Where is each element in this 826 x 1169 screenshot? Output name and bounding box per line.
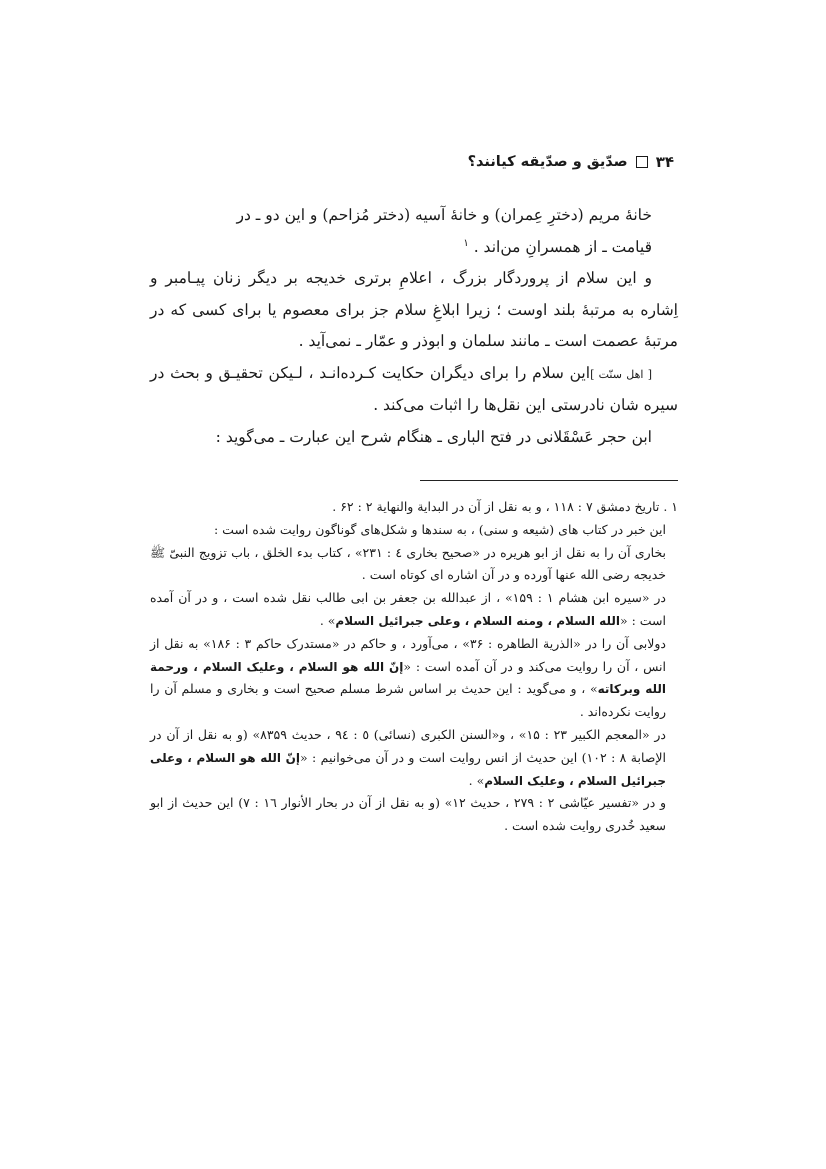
- footnote-2: این خبر در کتاب های (شیعه و سنی) ، به سندها و شکل‌های گوناگون روایت شده است :: [213, 521, 666, 537]
- footnote-4-end: » .: [319, 612, 336, 628]
- footnote-5-text: دولابی آن را در «الذریة الطاهره : ۳۶» ، می‌آورد ، و حاکم در «مستدرک حاکم ۳ : ۱۸۶» به نقل از انس ، آن را روایت می‌کند و در آن آمده است : «: [150, 635, 666, 674]
- body-line-1: خانهٔ مریم (دخترِ عِمران) و خانهٔ آسیه (دختر مُزاحم) و این دو ـ در: [236, 206, 652, 224]
- footnote-7: و در «تفسیر عیّاشی ۲ : ۲۷۹ ، حدیث ۱۲» (و به نقل از آن در بحار الأنوار ۱٦ : ۷) این حدیث از ابو سعید خُدری روایت شده است .: [150, 795, 666, 834]
- body-line-2: [150, 232, 678, 264]
- paragraph-ahl-sunnat-text: این سلام را برای دیگران حکایت کـرده‌انـد ، لـیکن تحقیـق و بحث در سیره شان نادرستی این نقل‌ها را اثبات می‌کند .: [150, 363, 678, 414]
- paragraph-salam: و این سلام از پروردگار بزرگ ، اعلامِ برتری خدیجه بر دیگر زنان پیـامبر و اِشاره به مرتبهٔ بلند اوست ؛ زیرا ابلاغِ سلام جز برای معصوم یا برای کسی که در مرتبهٔ عصمت است ـ مانند سلمان و ابوذر و عمّار ـ نمی‌آید .: [150, 269, 678, 350]
- running-title: صدّیق و صدّیقه کیانند؟: [467, 154, 628, 170]
- footnote-divider: [420, 480, 678, 481]
- paragraph-ahl-sunnat: [150, 358, 678, 422]
- footnote-3: بخاری آن را به نقل از ابو هریره در «صحیح بخاری ٤ : ۲۳۱» ، کتاب بدء الخلق ، باب تزویج النبیّ ﷺ خدیجه رضی الله عنها آورده و در آن اشاره ای کوتاه است .: [150, 544, 667, 583]
- footnote-4-text: در «سیره ابن هشام ۱ : ۱۵۹» ، از عبدالله بن جعفر بن ابی طالب نقل شده است ، و در آن آمده است : «: [150, 590, 666, 628]
- square-ornament-icon: [636, 156, 648, 168]
- ahl-sunnat-bracket: [ اهل سنّت ]: [590, 367, 652, 381]
- body-line-2-text: قیامت ـ از همسرانِ من‌اند .: [473, 237, 652, 256]
- footnotes: [150, 496, 678, 838]
- footnote-4-quote: الله السلام ، ومنه السلام ، وعلی جبرائیل السلام: [335, 613, 620, 628]
- footnote-4: [150, 587, 678, 633]
- footnote-6-quote: إنّ الله هو السلام ، وعلی جبرائیل السلام ، وعلیک السلام: [150, 750, 666, 788]
- running-header: [466, 150, 674, 174]
- footnote-5: [150, 633, 678, 724]
- page-number: ۳۴: [655, 153, 674, 171]
- main-text: [150, 200, 678, 453]
- footnote-1: ۱ . تاریخ دمشق ۷ : ۱۱۸ ، و به نقل از آن در البدایة والنهایة ۲ : ۶۲ .: [332, 499, 678, 514]
- footnote-6: [150, 724, 678, 792]
- footnote-5-end: » ، و می‌گوید : این حدیث بر اساس شرط مسلم صحیح است و بخاری و مسلم آن را روایت نکرده‌اند .: [150, 681, 666, 720]
- footnote-6-end: » .: [468, 772, 485, 788]
- footnote-6-text: در «المعجم الکبیر ۲۳ : ۱۵» ، و«السنن الکبری (نسائی) ٥ : ۹٤ ، حدیث ۸۳۵۹» (و به نقل از آن در الإصابة ۸ : ۱۰۲) این حدیث از انس روایت است و در آن می‌خوانیم : «: [150, 726, 666, 765]
- footnote-marker: ۱: [463, 237, 469, 249]
- footnote-5-quote: إنّ الله هو السلام ، وعلیک السلام ، ورحمة الله وبرکاته: [150, 659, 667, 697]
- paragraph-ibn-hajar: ابن حجر عَسْقَلانی در فتح الباری ـ هنگام شرح این عبارت ـ می‌گوید :: [215, 427, 652, 446]
